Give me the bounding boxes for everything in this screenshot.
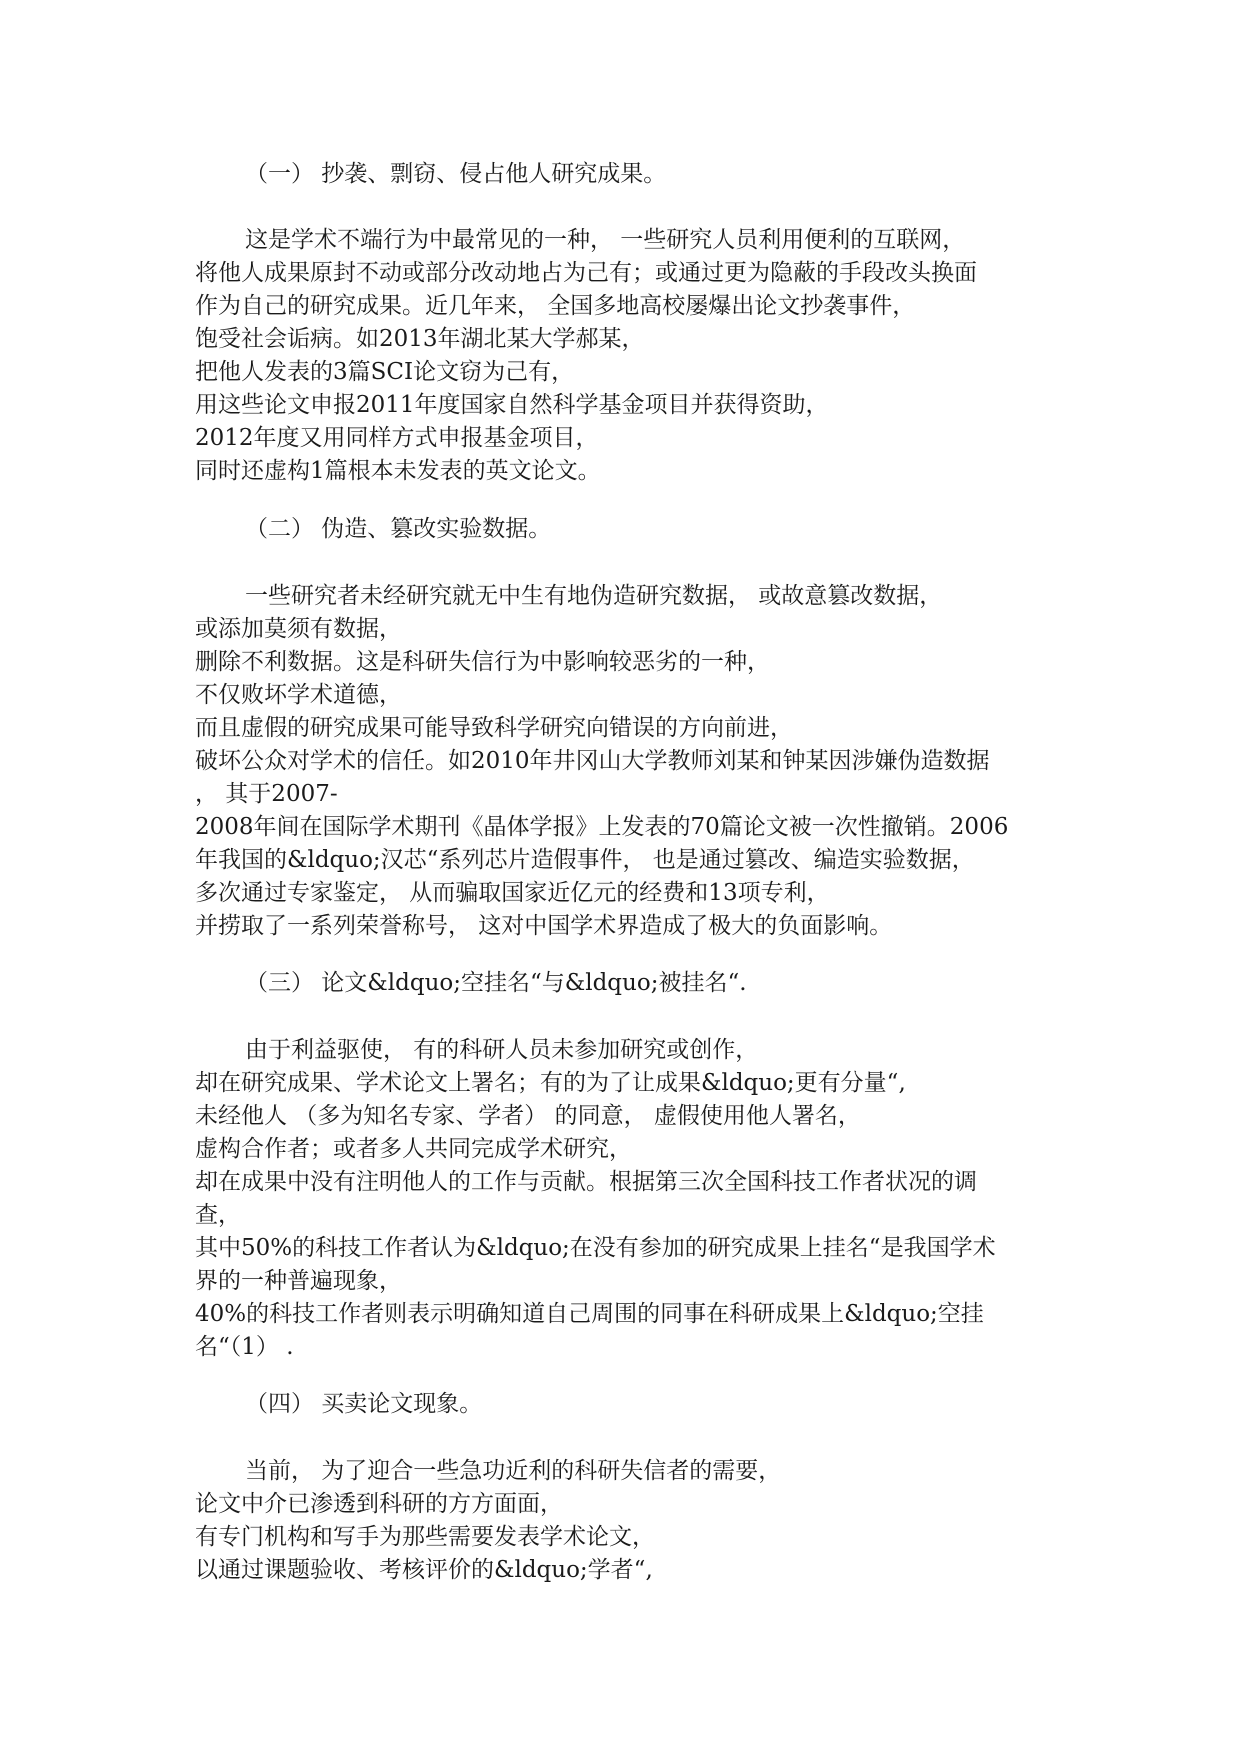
section-2: [195, 513, 1055, 546]
paragraph-line: 由于利益驱使， 有的科研人员未参加研究或创作，: [245, 1037, 759, 1063]
paragraph-line: 论文中介已渗透到科研的方方面面，: [195, 1491, 563, 1517]
paragraph-line: 破坏公众对学术的信任。如2010年井冈山大学教师刘某和钟某因涉嫌伪造数据: [195, 748, 990, 774]
section-heading: （三） 论文&ldquo;空挂名“与&ldquo;被挂名“.: [245, 970, 747, 996]
paragraph-line: 却在研究成果、学术论文上署名；有的为了让成果&ldquo;更有分量“,: [195, 1070, 906, 1096]
section-3-body: [195, 1034, 1055, 1364]
paragraph-line: 不仅败坏学术道德，: [195, 682, 402, 708]
paragraph-line: 2008年间在国际学术期刊《晶体学报》上发表的70篇论文被一次性撤销。2006: [195, 814, 1009, 840]
section-4: [195, 1388, 1055, 1421]
paragraph-line: 年我国的&ldquo;汉芯“系列芯片造假事件， 也是通过篡改、编造实验数据，: [195, 847, 975, 873]
paragraph-line: 多次通过专家鉴定， 从而骗取国家近亿元的经费和13项专利，: [195, 880, 830, 906]
paragraph-line: 却在成果中没有注明他人的工作与贡献。根据第三次全国科技工作者状况的调: [195, 1169, 977, 1195]
paragraph-line: 并捞取了一系列荣誉称号， 这对中国学术界造成了极大的负面影响。: [195, 913, 893, 939]
paragraph-line: 界的一种普遍现象，: [195, 1268, 402, 1294]
paragraph-line: 将他人成果原封不动或部分改动地占为己有；或通过更为隐蔽的手段改头换面: [195, 260, 977, 286]
section-heading: （一） 抄袭、剽窃、侵占他人研究成果。: [245, 161, 667, 187]
paragraph-line: 以通过课题验收、考核评价的&ldquo;学者“,: [195, 1557, 653, 1583]
paragraph-line: 其中50%的科技工作者认为&ldquo;在没有参加的研究成果上挂名“是我国学术: [195, 1235, 996, 1261]
paragraph-line: 删除不利数据。这是科研失信行为中影响较恶劣的一种，: [195, 649, 770, 675]
paragraph-line: 同时还虚构1篇根本未发表的英文论文。: [195, 458, 601, 484]
paragraph-line: 饱受社会诟病。如2013年湖北某大学郝某，: [195, 326, 645, 352]
paragraph-line: 而且虚假的研究成果可能导致科学研究向错误的方向前进，: [195, 715, 793, 741]
paragraph-line: 虚构合作者；或者多人共同完成学术研究，: [195, 1136, 632, 1162]
section-1-body: [195, 224, 1055, 488]
paragraph-line: 当前， 为了迎合一些急功近利的科研失信者的需要，: [245, 1458, 782, 1484]
section-heading: （二） 伪造、篡改实验数据。: [245, 516, 552, 542]
paragraph-line: 这是学术不端行为中最常见的一种， 一些研究人员利用便利的互联网，: [245, 227, 966, 253]
paragraph-line: 40%的科技工作者则表示明确知道自己周围的同事在科研成果上&ldquo;空挂: [195, 1301, 984, 1327]
paragraph-line: ， 其于2007-: [195, 781, 338, 807]
section-heading: （四） 买卖论文现象。: [245, 1391, 483, 1417]
section-4-body: [195, 1455, 1055, 1587]
paragraph-line: 查，: [195, 1202, 241, 1228]
paragraph-line: 用这些论文申报2011年度国家自然科学基金项目并获得资助，: [195, 392, 829, 418]
paragraph-line: 把他人发表的3篇SCI论文窃为己有，: [195, 359, 575, 385]
paragraph-line: 一些研究者未经研究就无中生有地伪造研究数据， 或故意篡改数据，: [245, 583, 943, 609]
paragraph-line: 有专门机构和写手为那些需要发表学术论文，: [195, 1524, 655, 1550]
paragraph-line: 未经他人 （多为知名专家、学者） 的同意， 虚假使用他人署名，: [195, 1103, 861, 1129]
paragraph-line: 作为自己的研究成果。近几年来， 全国多地高校屡爆出论文抄袭事件，: [195, 293, 916, 319]
section-3: [195, 967, 1055, 1000]
paragraph-line: 或添加莫须有数据，: [195, 616, 402, 642]
paragraph-line: 名“（1） .: [195, 1334, 294, 1360]
section-2-body: [195, 580, 1055, 943]
section-1: [195, 158, 1055, 191]
paragraph-line: 2012年度又用同样方式申报基金项目，: [195, 425, 599, 451]
